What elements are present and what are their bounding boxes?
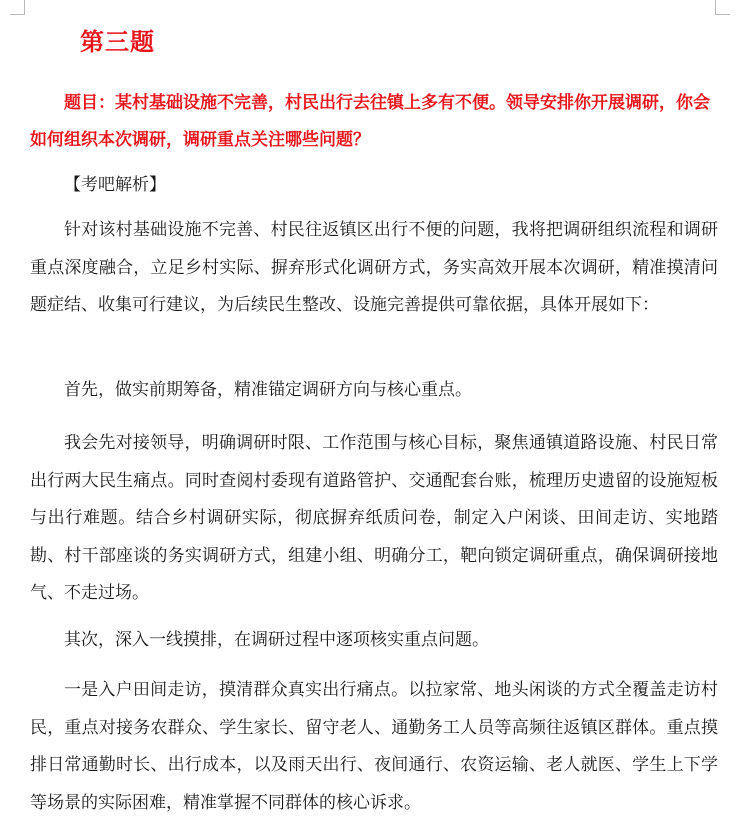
paragraph-step-one-detail: 我会先对接领导，明确调研时限、工作范围与核心目标，聚焦通镇道路设施、村民日常出行两大民生痛点。同时查阅村委现有道路管护、交通配套台账，梳理历史遗留的设施短板与出行难题。结合乡村调研实际，彻底摒弃纸质问卷，制定入户闲谈、田间走访、实地踏勘、村干部座谈的务实调研方式，组建小组、明确分工，靶向锁定调研重点，确保调研接地气、不走过场。	[30, 433, 718, 603]
question-heading: 第三题	[80, 28, 155, 56]
paragraph-intro: 针对该村基础设施不完善、村民往返镇区出行不便的问题，我将把调研组织流程和调研重点深度融合，立足乡村实际、摒弃形式化调研方式，务实高效开展本次调研，精准摸清问题症结、收集可行建议，为后续民生整改、设施完善提供可靠依据，具体开展如下：	[30, 220, 718, 315]
page-corner-mark-right	[715, 0, 730, 15]
analysis-label: 【考吧解析】	[64, 175, 166, 195]
paragraph-step-two-title: 其次，深入一线摸排，在调研过程中逐项核实重点问题。	[64, 630, 489, 650]
paragraph-step-one-title: 首先，做实前期筹备，精准锚定调研方向与核心重点。	[64, 380, 472, 400]
page-corner-mark-left	[10, 0, 25, 15]
paragraph-step-two-detail: 一是入户田间走访，摸清群众真实出行痛点。以拉家常、地头闲谈的方式全覆盖走访村民，重点对接务农群众、学生家长、留守老人、通勤务工人员等高频往返镇区群体。重点摸排日常通勤时长、出行成本，以及雨天出行、夜间通行、农资运输、老人就医、学生上下学等场景的实际困难，精准掌握不同群体的核心诉求。	[30, 680, 718, 813]
question-text: 题目：某村基础设施不完善，村民出行去往镇上多有不便。领导安排你开展调研，你会如何组织本次调研，调研重点关注哪些问题？	[30, 93, 710, 150]
